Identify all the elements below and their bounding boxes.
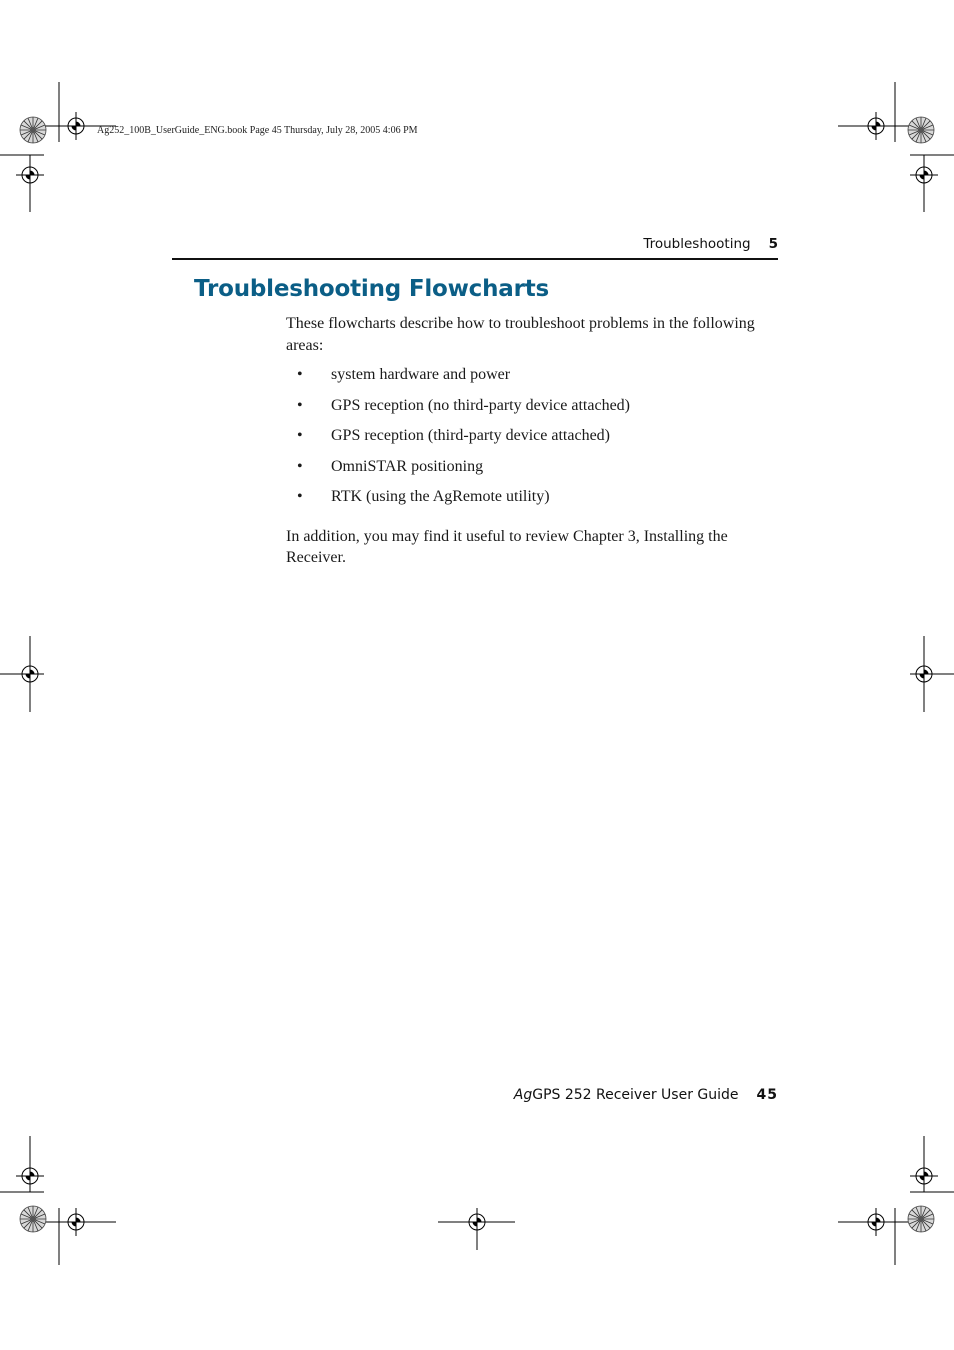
list-item-text: system hardware and power — [331, 366, 511, 383]
running-head-section: Troubleshooting — [643, 236, 751, 252]
bullet-icon: • — [297, 366, 303, 383]
list-item-text: OmniSTAR positioning — [331, 457, 484, 475]
list-item-text: GPS reception (third-party device attached) — [331, 427, 610, 444]
bullet-icon: • — [297, 457, 303, 475]
list-item — [286, 395, 766, 426]
list-item-text: GPS reception (no third-party device attached) — [331, 396, 630, 414]
topic-list — [286, 364, 766, 517]
bullet-icon: • — [297, 396, 303, 414]
running-head — [643, 236, 778, 252]
bullet-icon: • — [297, 427, 303, 444]
page-footer — [514, 1087, 778, 1103]
page-title: Troubleshooting Flowcharts — [194, 276, 550, 302]
list-item — [286, 486, 766, 517]
footer-brand-prefix: Ag — [513, 1087, 533, 1103]
closing-paragraph: In addition, you may find it useful to review Chapter 3, Installing the Receiver. — [286, 527, 728, 566]
list-item-text: RTK (using the AgRemote utility) — [331, 488, 550, 505]
header-rule — [172, 258, 778, 260]
bullet-icon: • — [297, 488, 303, 505]
running-head-chapter-number: 5 — [768, 236, 778, 252]
list-item — [286, 425, 766, 456]
print-slug-line: Ag252_100B_UserGuide_ENG.book Page 45 Thursday, July 28, 2005 4:06 PM — [97, 125, 418, 136]
list-item — [286, 364, 766, 395]
list-item — [286, 456, 766, 487]
page-number: 45 — [756, 1087, 778, 1103]
intro-paragraph: These flowcharts describe how to troubleshoot problems in the following areas: — [286, 315, 755, 354]
footer-guide-title: GPS 252 Receiver User Guide — [532, 1087, 739, 1103]
body-text — [286, 313, 766, 569]
